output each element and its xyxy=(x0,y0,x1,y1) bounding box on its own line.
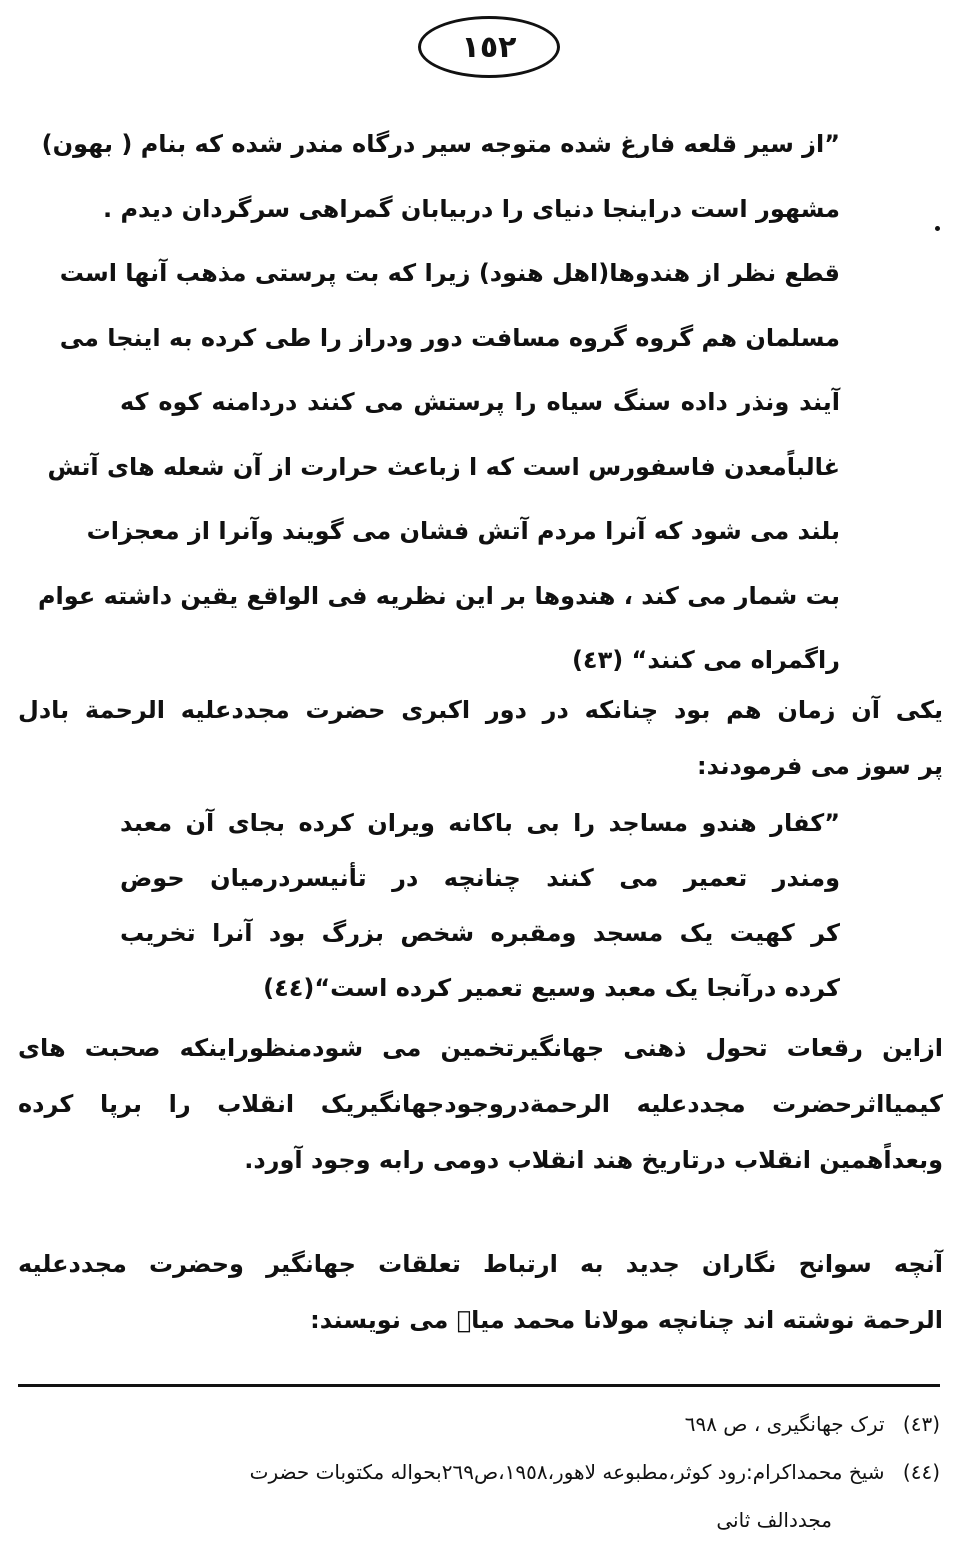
quote1-line: راگمراه می کنند“ (٤٣) xyxy=(571,646,840,674)
quote1-line: آیند ونذر داده سنگ سیاه را پرستش می کنند دردامنه کوه که xyxy=(120,388,840,416)
quote1-line: مسلمان هم گروه گروه مسافت دور ودراز را طی کرده به اینجا می xyxy=(59,323,840,352)
page-number: ١٥٢ xyxy=(418,16,560,78)
quote1-line: قطع نظر از هندوها(اهل هنود) زیرا که بت پرستی مذهب آنها است xyxy=(59,259,840,287)
ink-dot xyxy=(935,226,940,231)
footnote-44-continuation: مجددالف ثانی xyxy=(716,1508,832,1532)
paragraph-2 xyxy=(18,1020,943,1188)
paragraph3-line: الرحمة نوشته اند چنانچه مولانا محمد میاؑ می نویسند: xyxy=(310,1306,943,1334)
quote2-line: کرده درآنجا یک معبد وسیع تعمیر کرده است“(٤٤) xyxy=(263,974,840,1002)
footnote-text: ترک جهانگیری ، ص ٦٩٨ xyxy=(684,1412,885,1436)
quote2-line: ومندر تعمیر می کنند چنانچه در تأنیسردرمیان حوض xyxy=(120,864,840,892)
quote1-line: ”از سیر قلعه فارغ شده متوجه سیر درگاه مندر شده که بنام ( بهون) xyxy=(41,130,840,158)
quote1-line: بلند می شود که آنرا مردم آتش فشان می گویند وآنرا از معجزات xyxy=(86,517,840,545)
footnote-divider xyxy=(18,1384,940,1387)
paragraph-1 xyxy=(18,682,943,794)
quote1-line: غالباًمعدن فاسفورس است که ا زباعث حرارت از آن شعله های آتش xyxy=(47,452,840,481)
footnote-number: (٤٣) xyxy=(902,1412,940,1436)
quote1-line: بت شمار می کند ، هندوها بر این نظریه فی الواقع یقین داشته عوام xyxy=(37,581,840,610)
paragraph2-line: ازاین رقعات تحول ذهنی جهانگیرتخمین می شودمنظوراینکه صحبت های xyxy=(18,1034,943,1062)
footnote-number: (٤٤) xyxy=(902,1460,940,1484)
quote1-line: مشهور است دراینجا دنیای را دربیابان گمراهی سرگردان دیدم . xyxy=(102,194,840,223)
paragraph2-line: کیمیااثرحضرت مجددعلیه الرحمةدروجودجهانگیریک انقلاب را برپا کرده xyxy=(18,1090,943,1118)
footnote-43 xyxy=(25,1400,940,1448)
paragraph1-line: یکی آن زمان هم بود چنانکه در دور اکبری حضرت مجددعلیه الرحمة بادل xyxy=(18,696,943,724)
paragraph-3 xyxy=(18,1236,943,1348)
quote-block-2 xyxy=(120,796,840,1016)
footnote-text: شیخ محمداکرام:رود کوثر،مطبوعه لاهور،١٩٥٨،ص٢٦٩بحواله مکتوبات حضرت xyxy=(249,1460,885,1484)
quote-block-1 xyxy=(37,112,840,693)
quote2-line: ”کفار هندو مساجد را بی باکانه ویران کرده بجای آن معبد xyxy=(120,809,840,837)
footnotes xyxy=(25,1400,940,1544)
quote2-line: کر کهیت یک مسجد ومقبره شخص بزرگ بود آنرا تخریب xyxy=(120,919,840,947)
paragraph3-line: آنچه سوانح نگاران جدید به ارتباط تعلقات جهانگیر وحضرت مجددعلیه xyxy=(18,1250,943,1278)
footnote-44 xyxy=(25,1448,940,1496)
paragraph2-line: وبعداًهمین انقلاب درتاریخ هند انقلاب دومی رابه وجود آورد. xyxy=(244,1146,943,1174)
paragraph1-line: پر سوز می فرمودند: xyxy=(697,752,943,780)
